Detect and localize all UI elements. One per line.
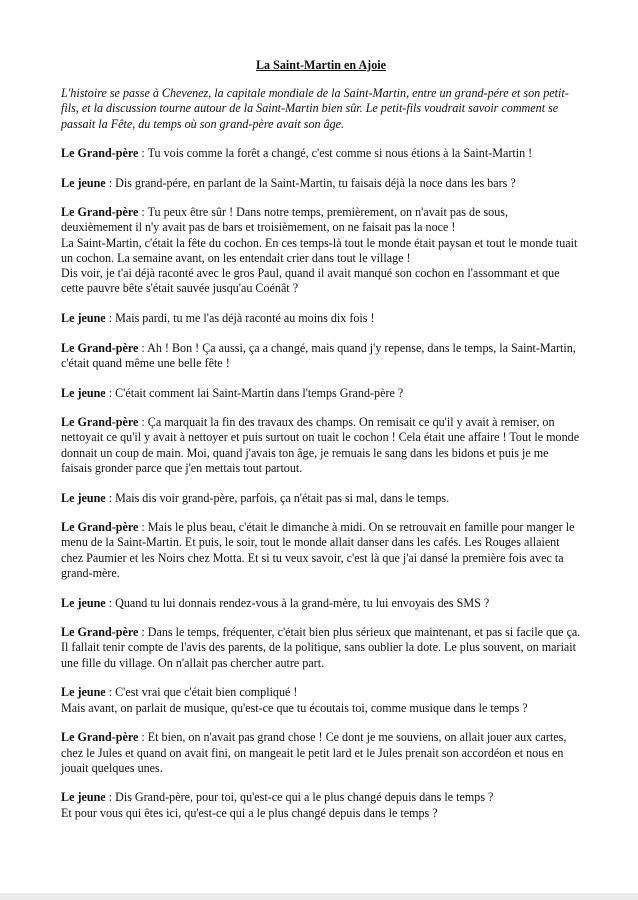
dialogue-paragraph [61,520,581,581]
speech-text: Mais avant, on parlait de musique, qu'est-ce que tu écoutais toi, comme musique dans le temps ? [61,700,528,715]
dialogue-paragraph [61,146,581,161]
speech-text: : Quand tu lui donnais rendez-vous à la grand-mère, tu lui envoyais des SMS ? [105,595,490,610]
speaker-name: Le jeune [61,595,106,610]
speech-text: : Tu peux être sûr ! Dans notre temps, premièrement, on n'avait pas de sous, deuxièmement il n'y avait pas de bars et troisièmement, on ne faisait pas la noce ! [61,205,508,235]
dialogue-paragraph [61,311,581,326]
speaker-name: Le jeune [61,310,106,325]
dialogue-paragraph [61,386,581,401]
speaker-name: Le jeune [61,685,106,700]
speech-text: : Dis grand-pére, en parlant de la Saint-Martin, tu faisais déjà la noce dans les bars ? [105,175,516,190]
speech-text: : Dans le temps, fréquenter, c'était bien plus sérieux que maintenant, et pas si facile que ça. Il fallait tenir compte de l'avis des parents, de la politique, sans oublier la dote. Le plus souvent, on mariait une fille du village. On n'allait pas chercher autre part. [61,625,581,670]
speech-text: La Saint-Martin, c'était la fête du cochon. En ces temps-là tout le monde était paysan et tout le monde tuait un cochon. La semaine avant, on les entendait crier dans tout le village ! [61,235,578,265]
speech-text: : Mais le plus beau, c'était le dimanche à midi. On se retrouvait en famille pour manger le menu de la Saint-Martin. Et puis, le soir, tout le monde allait danser dans les cafés. Les Rouges allaient chez Paumier et les Noirs chez Motta. Et si tu veux savoir, c'est là que j'ai dansé la première fois avec ta grand-mère. [61,520,575,580]
speaker-name: Le jeune [61,385,106,400]
speaker-name: Le Grand-père [61,340,139,355]
speech-text: : Mais dis voir grand-père, parfois, ça n'était pas si mal, dans le temps. [105,490,450,505]
speech-text: Et pour vous qui êtes ici, qu'est-ce qui a le plus changé depuis dans le temps ? [61,805,438,820]
dialogue-paragraph [61,176,581,191]
speaker-name: Le jeune [61,490,106,505]
speech-text: : C'est vrai que c'était bien compliqué ! [105,685,298,700]
dialogue [61,146,581,821]
speaker-name: Le Grand-père [61,520,139,535]
intro-paragraph: L'histoire se passe à Chevenez, la capitale mondiale de la Saint-Martin, entre un grand-pére et son petit-fils, et la discussion tourne autour de la Saint-Martin bien sûr. Le petit-fils voudrait savoir comment se passait la Fête, du temps où son grand-père avait son âge. [61,86,569,131]
speech-text: : Ça marquait la fin des travaux des champs. On remisait ce qu'il y avait à remiser, on nettoyait ce qu'il y avait à nettoyer et puis surtout on tuait le cochon ! Cela était une affaire ! Tout le monde donnait un coup de main. Moi, quand j'avais ton âge, je remuais le sang dans les bidons et puis je me faisais gronder parce que j'en mettais tout partout. [61,415,580,475]
speech-text: : Ah ! Bon ! Ça aussi, ça a changé, mais quand j'y repense, dans le temps, la Saint-Martin, c'était quand même une belle fête ! [61,340,576,370]
speech-text: : Mais pardi, tu me l'as déjà raconté au moins dix fois ! [105,310,375,325]
dialogue-paragraph [61,491,581,506]
speaker-name: Le Grand-père [61,730,139,745]
speaker-name: Le Grand-père [61,415,139,430]
dialogue-paragraph [61,341,581,371]
speech-text: Dis voir, je t'ai déjà raconté avec le gros Paul, quand il avait manqué son cochon en l'assommant et que cette pauvre bête s'était sauvée jusqu'au Coénât ? [61,266,560,296]
document-title: La Saint-Martin en Ajoie [255,58,386,72]
document-content [61,58,581,835]
speaker-name: Le jeune [61,175,106,190]
speaker-name: Le Grand-père [61,625,139,640]
speech-text: : C'était comment lai Saint-Martin dans l'temps Grand-père ? [105,385,404,400]
speech-text: : Tu vois comme la forêt a changé, c'est comme si nous étions à la Saint-Martin ! [138,145,533,160]
dialogue-paragraph [61,205,581,296]
speech-text: : Et bien, on n'avait pas grand chose ! Ce dont je me souviens, on allait jouer aux cartes, chez le Jules et quand on avait fini, on mangeait le petit lard et le Jules prenait son accordéon et nous en jouait quelques unes. [61,730,567,775]
speaker-name: Le jeune [61,790,106,805]
dialogue-paragraph [61,625,581,671]
dialogue-paragraph [61,596,581,611]
speaker-name: Le Grand-père [61,205,139,220]
dialogue-paragraph [61,415,581,476]
dialogue-paragraph [61,685,581,715]
dialogue-paragraph [61,790,581,820]
speaker-name: Le Grand-père [61,145,139,160]
dialogue-paragraph [61,730,581,776]
speech-text: : Dis Grand-père, pour toi, qu'est-ce qui a le plus changé depuis dans le temps ? [105,790,494,805]
